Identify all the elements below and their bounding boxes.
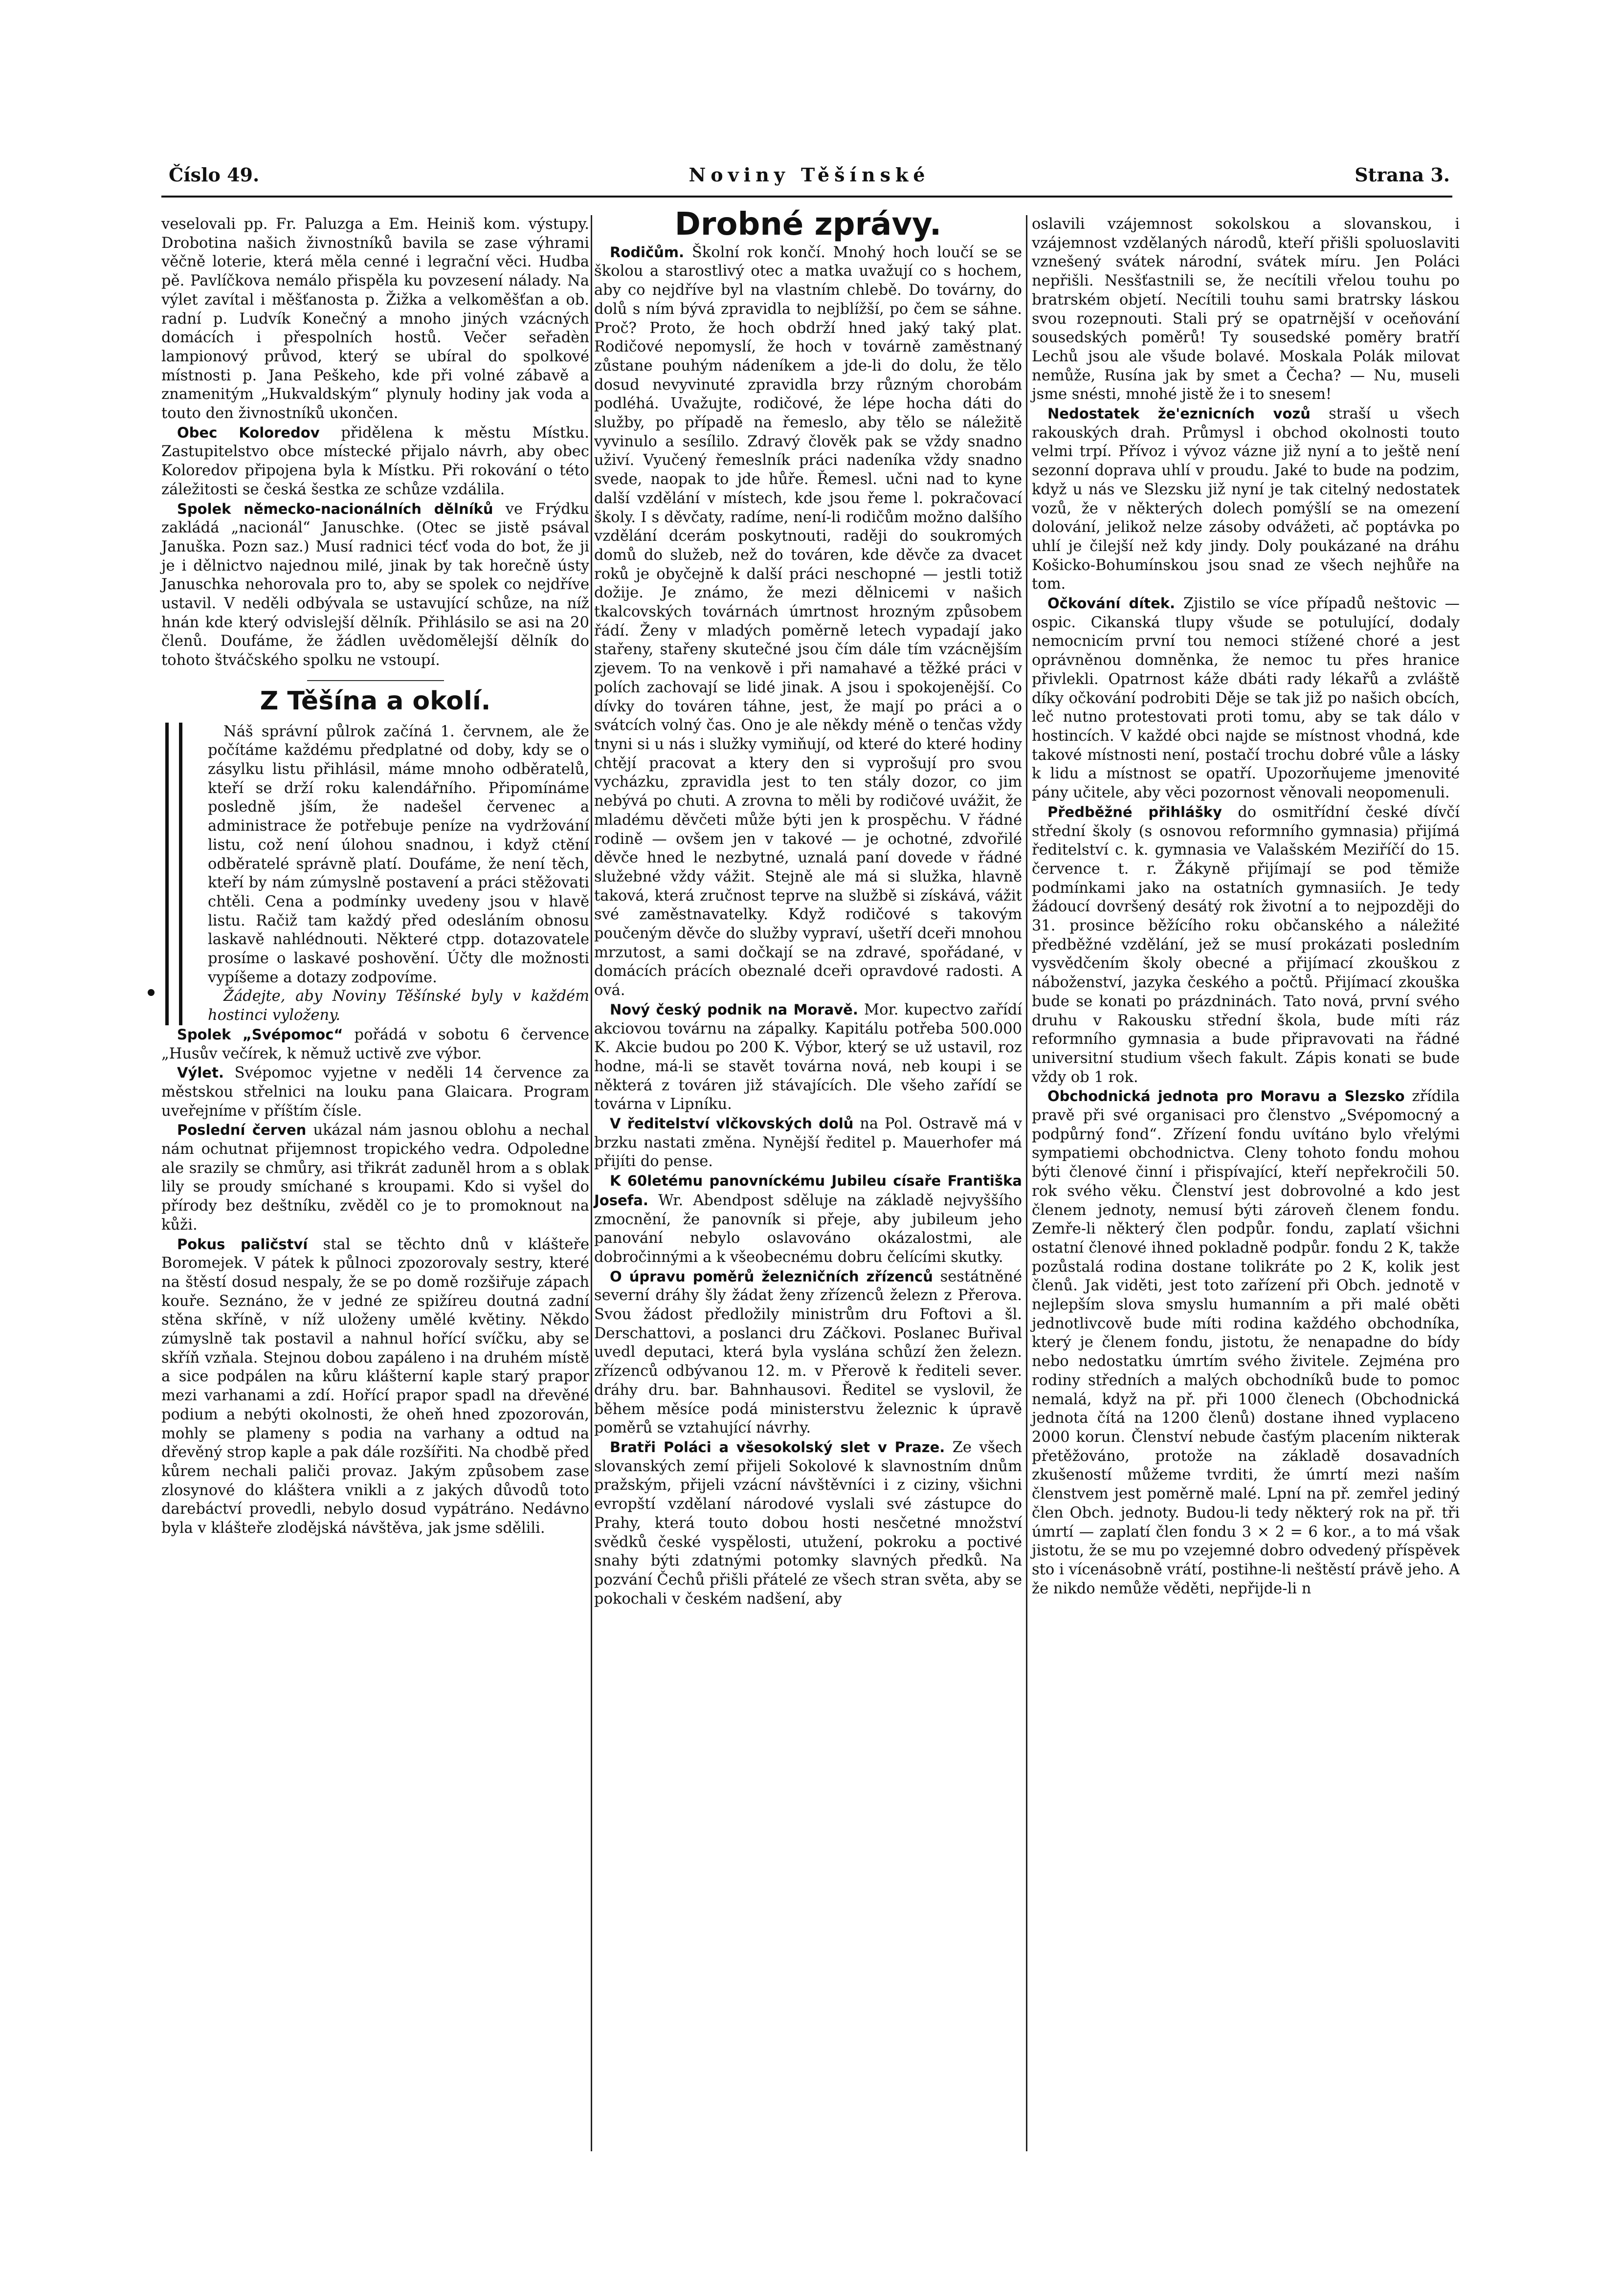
- article-text: straší u všech rakouských drah. Průmysl i obchod okolnosti touto velmi trpí. Přívoz i vývoz vázne již nyní a to ještě není sezonní doprava uhlí v proudu. Jaké to bude na podzim, když u nás ve Slezsku již nyní je tak citelný nedostatek vozů, že v některých dolech pomýšlí se na omezení dolování, jelikož nelze zásoby odvážeti, ač poptávka po uhlí je čilejší než kdy jindy. Doly poukázané na dráhu Košicko-Bohumínskou jsou snad ze všech nejhůře na tom.: [1032, 405, 1460, 593]
- article-paragraph: [594, 1000, 1022, 1114]
- article-paragraph: [161, 1025, 589, 1063]
- article-lead: Nový český podnik na Moravě.: [610, 1001, 858, 1018]
- article-paragraph: [161, 1121, 589, 1235]
- article-lead: Pokus paličství: [177, 1236, 308, 1253]
- notice-italic: Žádejte, aby Noviny Těšínské byly v každém hostinci vyloženy.: [208, 988, 589, 1024]
- article-text: stal se těchto dnů v klášteře Boromejek. V pátek k půlnoci zpozorovaly sestry, které na štěstí dosud nespaly, že se po domě rozšiřuje zápach kouře. Seznáno, že v jedné ze spižíreu doutná zadní stěna skříně, v níž uloženy umělé květiny. Někdo zúmyslně tak postavil a nahnul hořící svíčku, aby se skříň vzňala. Stejnou dobou zapáleno i na druhém místě a sice podpálen na kůru klášterní kaple starý prapor mezi varhanami a zdí. Hořící prapor spadl na dřevěné podium a nebýti okolnosti, že oheň hned zpozorován, mohly se plameny s podia na varhany a odtud na dřevěný strop kaple a pak dále rozšířiti. Na chodbě před kůrem nechali paliči provaz. Jakým způsobem zase zlosynové do kláštera vnikli a z jakých důvodů toto darebáctví provedli, nebylo dosud vypátráno. Nedávno byla v klášteře zlodějská návštěva, jak jsme sdělili.: [161, 1236, 590, 1537]
- notice-text: Náš správní půlrok začíná 1. červnem, ale že počítáme každému předplatné od doby, kdy se o zásylku listu přihlásil, máme mnoho odběratelů, kteří se drží roku kalendářního. Připomínáme posledně jším, že nadešel červenec a administrace že potřebuje peníze na vydržování listu, což není úlohou snadnou, i když ctění odběratelé správně platí. Doufáme, že není těch, kteří by nám zúmyslně postavení a práci stěžovati chtěli. Cena a podmínky uvedeny jsou v hlavě listu. Račiž tam každý před odesláním obnosu laskavě nahlédnouti. Některé ctpp. dotazovatele prosíme o laskavé poshovění. Účty dle možnosti vypíšeme a dotazy zodpovíme.: [208, 723, 589, 986]
- article-text: Ze všech slovanských zemí přijeli Sokolové k slavnostním dnům pražským, přijeli vzácní návštěvníci i z ciziny, všichni evropští vzdělaní národové vyslali své zástupce do Prahy, která touto dobou hosti nesčetné množství svědků české vyspělosti, utužení, pokroku a poctivé snahy býti zdatnými potomky slavných předků. Na pozvání Čechů přišli přátelé ze všech stran světa, aby se pokochali v českém nadšení, aby: [594, 1439, 1022, 1608]
- newspaper-title: Noviny Těšínské: [689, 164, 930, 186]
- notice-bars: [165, 723, 184, 1025]
- article-lead: Rodičům.: [610, 243, 685, 261]
- article-paragraph: [1032, 1087, 1460, 1598]
- article-text: Školní rok končí. Mnohý hoch loučí se se školou a starostlivý otec a matka uvažují co s hochem, aby co nejdříve byl na vlastním chlebě. Do továrny, do dolů s ním bývá zpravidla to nejblížší, po čem se sáhne. Proč? Proto, že hoch obdrží hned jaký taký plat. Rodičové nepomyslí, že hoch v továrně zaměstnaný zůstane pouhým nádeníkem a jde-li do dolu, že tělo dosud nevyvinuté zpravidla brzy různým chorobám podléhá. Uvažujte, rodičové, že lépe hocha dáti do služby, po případě na řemeslo, aby tělo se náležitě vyvinulo a sesílilo. Zdravý člověk pak se vždy snadno uživí. Vyučený řemeslník práci nadeníka vždy snadno svede, naopak to jde hůře. Řemesl. učni nad to kyne další vzdělání v místech, kde jsou řeme l. pokračovací školy. I s děvčaty, radíme, není-li rodičům možno dalšího vzdělání dcerám poskytnouti, raději do soukromých domů do služeb, než do továren, kde děvče za dvacet roků je obyčejně k další práci neschopné — jestli totiž dožije. Je známo, že mezi dělnicemi v našich tkalcovských továrnách úmrtnost hrozným způsobem řádí. Ženy v mladých poměrně letech vypadají jako stařeny, stařeny skutečné jsou čím dále tím vzácnějším zjevem. To na venkově i při namahavé a těžké práci v polích zachovají se lidé jinak. A jsou i spokojenější. Co dívky do továren táhne, jest, že mají po práci a o svátcích volný čas. Ono je ale někdy méně o tenčas vždy tnyni si u nás i služky vymiňují, od které do které hodiny chtějí pracovat a ktery den si vyprošují pro svou vycházku, zpravidla jest to ten stály dozor, co jim nebývá po chuti. A zrovna to měli by rodičové uvážit, že mladému děvčeti může býti jen k prospěchu. V řádné rodině — ovšem jen v takové — je ochotné, zdvořilé děvče hned le nezbytné, uznalá paní dovede v řádné služebné vždy vážit. Stejně ale má si služka, hlavně taková, která zručnost teprve na službě si získává, vážit své zaměstnavatelky. Když rodičové s takovým poučeným děvče do služby vypraví, ušetří dceři mnohou mrzutost, a sami dočkají se na zdravé, spořádané, v domácích prácích obeznalé dceři opravdové radosti. A ová.: [594, 243, 1022, 999]
- article-lead: Očkování dítek.: [1047, 595, 1176, 612]
- article-lead: K 60letému panovníckému Jubileu císaře Františka Josefa.: [594, 1172, 1022, 1209]
- article-text: na Pol. Ostravě má v brzku nastati změna. Nynější ředitel p. Mauerhofer má přijíti do pense.: [594, 1115, 1022, 1170]
- article-lead: Bratři Poláci a všesokolský slet v Praze.: [610, 1439, 945, 1456]
- article-paragraph: [1032, 404, 1460, 594]
- article-text: Mor. kupectvo zařídí akciovou továrnu na zápalky. Kapitálu potřeba 500.000 K. Akcie budou po 200 K. Výbor, který se už ustavil, roz hodne, má-li se stavět továrna nová, neb koupi i se některá z továren již stávajících. Dle všeho zařídí se továrna v Lipníku.: [594, 1001, 1023, 1113]
- header-rule: [161, 196, 1452, 198]
- article-text: ve Frýdku zakládá „nacionál“ Januschke. (Otec se jistě psával Januška. Pozn saz.) Musí radnici técť voda do bot, že ji je i dělnictvo najednou milé, jinak by tak horečně ústy Januschka nehorovala pro to, aby se spolek co nejdříve ustavil. V neděli odbývala se ustavující schůze, na níž hnán kde který odvislejší dělník. Přihlásilo se asi na 20 členů. Doufáme, že žádlen uvědomělejší dělník do tohoto štváčského spolku ne vstoupí.: [161, 500, 589, 669]
- article-text: zřídila pravě při své organisaci pro členstvo „Svépomocný a podpůrný fond“. Zřízení fondu uvítáno bylo vřelými sympatiemi obchodnictva. Cleny tohoto fondu mohou býti členové činní i přispívající, kteří nepřekročili 50. rok svého věku. Členství jest dobrovolné a kdo jest členem jednoty, nemusí býti zároveň členem fondu. Zemře-li některý člen podpůr. fondu, zaplatí všichni ostatní členové ihned pokladně podpůr. fondu 2 K, takže pozůstalá rodina dostane tolikráte po 2 K, kolik jest členů. Jak viděti, jest toto zařízení při Obch. jednotě v nejlepším slova smyslu humanním a při malé oběti jednotlivcově bude míti rodina každého obchodníka, který je členem fondu, jistotu, že nenapadne do bídy nebo nedostatku úmrtím svého živitele. Zejména pro rodiny středních a malých obchodníků bude to pomoc nemalá, když na př. při 1000 členech (Obchodnická jednota čítá na 1200 členů) dostane ihned vyplaceno 2000 korun. Členství nebude časťým placením nikterak přetěžováno, protože na základě dosavadních zkušeností můžeme tvrditi, že úmrtí mezi naším členstvem jest poměrně malé. Lpní na př. zemřel jediný člen Obch. jednoty. Budou-li tedy některý rok na př. tři úmrtí — zaplatí člen fondu 3 × 2 = 6 kor., a to má však jistotu, že se mu po vzejemné dobro odvedený příspěvek sto i vícenásobně vrátí, postihne-li neštěstí právě jeho. A že nikdo nemůže věděti, nepřijde-li n: [1032, 1088, 1460, 1597]
- article-lead: O úpravu poměrů železničních zřízenců: [610, 1268, 933, 1285]
- article-paragraph: [594, 1114, 1022, 1171]
- bullet-dot: [148, 989, 155, 996]
- issue-number: Číslo 49.: [169, 164, 260, 186]
- section-heading: Z Těšína a okolí.: [260, 686, 491, 716]
- column-divider: [1026, 215, 1027, 2151]
- article-paragraph: [161, 1063, 589, 1121]
- article-paragraph: oslavili vzájemnost sokolskou a slovanskou, i vzájemnost vzdělaných národů, kteří přišli spoluoslaviti vznešený svátek národní, svátek míru. Jen Poláci nepřišli. Nesšťastnili se, že necítili vřelou touhu po bratrském objetí. Necítili touhu sami bratrsky láskou svou rozepnouti. Stali prý se opatrnější v oceňování sousedských poměrů! Ty sousedské poměry bratří Lechů jsou ale všude bolavé. Moskala Polák milovat nemůže, Rusína jak by smet a Čecha? — Nu, museli jsme snésti, mnohé jistě že i to snesem!: [1032, 216, 1460, 403]
- article-paragraph: [161, 500, 589, 670]
- article-lead: V ředitelství vlčkovských dolů: [610, 1115, 854, 1132]
- article-paragraph: [161, 1235, 589, 1538]
- article-text: ukázal nám jasnou oblohu a nechal nám ochutnat přijemnost tropického vedra. Odpoledne ale srazily se chmůry, asi třikrát zaduněl hrom a s oblak lily se proudy smíchané s kroupami. Kdo si vyšel do přírody bez deštníku, zvěděl co je to promoknout na kůži.: [161, 1122, 589, 1234]
- article-paragraph: [594, 1267, 1022, 1438]
- article-text: Zjistilo se více případů neštovic — ospic. Cikanská tlupy všude se potulující, dodaly nemocnicím první tou nemoci stížené choré a jest oprávněnou domněnka, že nemoc tu přes hranice přivlekli. Opatrnost káže dbáti rady lékařů a zvláště díky očkování podrobiti Děje se tak již po našich obcích, leč nutno protestovati proti tomu, aby se tak dálo v hostincích. V každé obci najde se místnost vhodná, kde takové místnosti není, postačí trochu dobré vůle a lásky k lidu a místnost se opatří. Upozorňujeme jmenovité pány učitele, aby věci pozornost věnovali neopomenuli.: [1032, 595, 1460, 802]
- subscription-notice: [161, 723, 589, 1025]
- article-lead: Spolek „Svépomoc“: [177, 1026, 343, 1043]
- column-right: [1032, 215, 1460, 1598]
- article-lead: Nedostatek že'eznicních vozů: [1047, 405, 1311, 422]
- column-left: [161, 215, 589, 1538]
- column-divider: [591, 215, 592, 2151]
- article-paragraph: [594, 1438, 1022, 1609]
- article-text: pořádá v sobotu 6 července „Husův večírek, k němuž uctivě zve výbor.: [161, 1026, 589, 1062]
- article-text: Wr. Abendpost sděluje na základě nejvyššího zmocnění, že panovník si přeje, aby jubileum jeho panování nebylo oslavováno okázalostmi, ale dobročinnými a k všeobecnému dobru čelícími skutky.: [594, 1192, 1022, 1266]
- article-text: do osmitřídní české dívčí střední školy (s osnovou reformního gymnasia) přijímá ředitelství c. k. gymnasia ve Valašském Meziříčí do 15. července t. r. Žákyně přijímají se pod těmiže podmínkami jako na ostatních gymnasiích. Je tedy žádoucí dovršený desátý rok životní a to nejpozději do 31. prosince běžícího roku občanského a náležité předběžné vzdělání, jež se musí prokázati posledním vysvědčením školy obecné a přijímací zkouškou z náboženství, jazyka českého a počtů. Přijímací zkouška bude se konati po prázdninách. Tato nová, první svého druhu v Rakousku střední škola, bude míti ráz reformního gymnasia a bude připravovati na řádné universitní studium všech fakult. Zápis konati se bude vždy ob 1 rok.: [1032, 803, 1460, 1086]
- page-header: [169, 164, 1450, 188]
- article-text: přidělena k městu Místku. Zastupitelstvo obce místecké přijalo návrh, aby obec Koloredov připojena byla k Místku. Při rokování o této záležitosti se česká šestka ze schůze vzdálila.: [161, 424, 589, 498]
- column-middle: [594, 206, 1023, 1609]
- article-paragraph: [594, 243, 1022, 1000]
- article-text: Svépomoc vyjetne v neděli 14 července za městskou střelnici na louku pana Glaicara. Program uveřejníme v příštím čísle.: [161, 1064, 589, 1120]
- article-lead: Obec Koloredov: [177, 424, 320, 441]
- article-lead: Poslední červen: [177, 1122, 307, 1139]
- page-number: Strana 3.: [1355, 164, 1450, 186]
- article-lead: Spolek německo-nacionálních dělníků: [177, 500, 493, 517]
- article-lead: Výlet.: [177, 1064, 224, 1082]
- separator: [307, 680, 444, 681]
- article-lead: Obchodnická jednota pro Moravu a Slezsko: [1047, 1088, 1405, 1105]
- article-paragraph: [161, 423, 589, 500]
- article-paragraph: [1032, 803, 1460, 1087]
- article-paragraph: [1032, 594, 1460, 803]
- article-paragraph: veselovali pp. Fr. Paluzga a Em. Heiniš kom. výstupy. Drobotina našich živnostníků bavila se zase výhrami věčně loterie, která měla cenné i legrační věci. Hudba pě. Pavlíčkova nemálo přispěla ku povzesení nálady. Na výlet zavítal i měšťanosta p. Žižka a velkoměšťan a ob. radní p. Ludvík Konečný a mnoho jiných vzácných domácích i přespolních hostů. Večer seřadèn lampionový průvod, který se ubíral do spolkové místnosti p. Jana Peškeho, kde při volné zábavě a znamenitým „Hukvaldským“ plynuly hodiny jak voda a touto den živnostníků ukončen.: [161, 216, 589, 422]
- article-text: sestátněné severní dráhy šly žádat ženy zřízenců železn z Přerova. Svou žádost předložily ministrům dru Foftovi a šl. Derschattovi, a poslanci dru Záčkovi. Poslanec Buřival uvedl deputaci, která byla vyslána schůzí žen železn. zřízenců odbývanou 12. m. v Přerově k řediteli sever. dráhy dru. bar. Bahnhausovi. Ředitel se vyslovil, že během měsíce podá ministerstvu železnic k úpravě poměrů se vztahující návrhy.: [594, 1268, 1022, 1437]
- article-lead: Předběžné přihlášky: [1047, 803, 1222, 820]
- article-paragraph: [594, 1171, 1022, 1267]
- section-heading: Drobné zprávy.: [674, 206, 942, 243]
